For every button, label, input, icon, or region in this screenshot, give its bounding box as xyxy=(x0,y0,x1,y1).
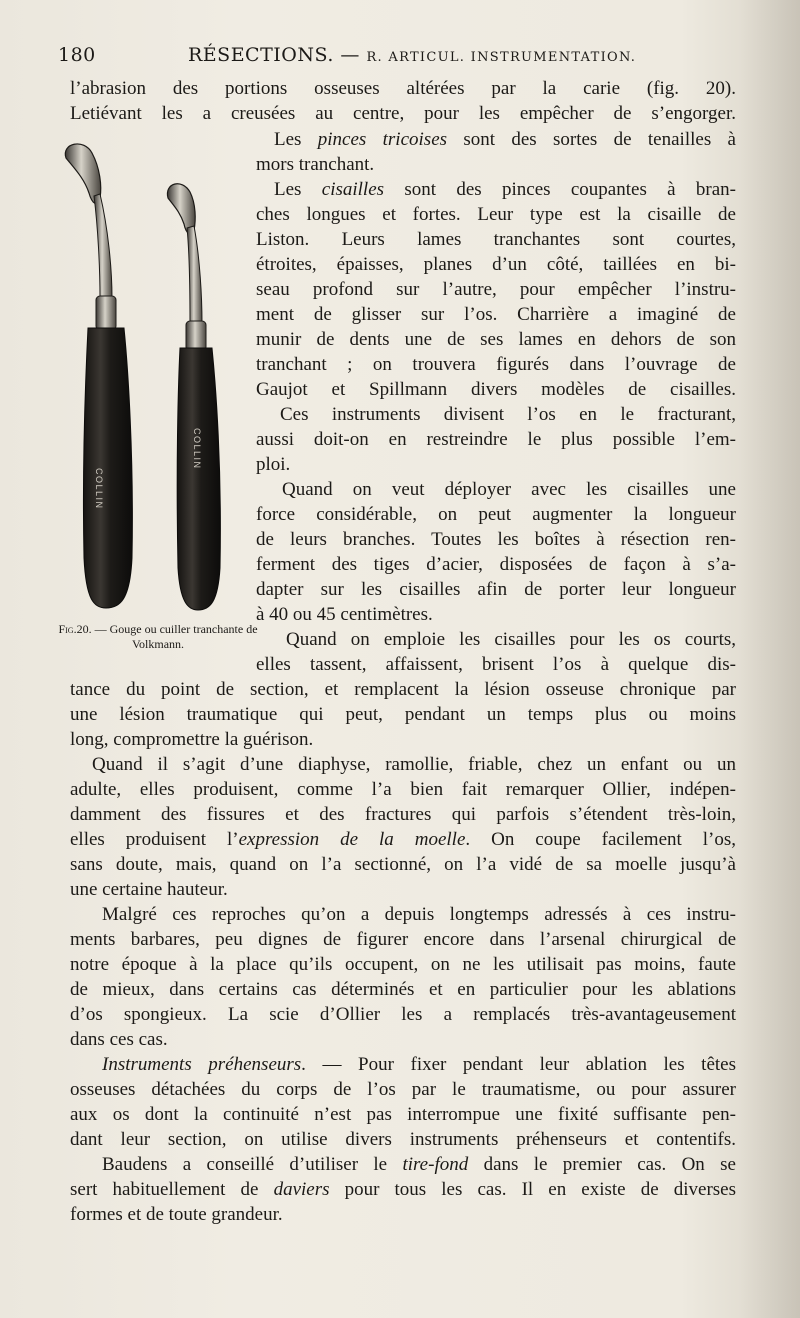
text-line: étroites, épaisses, planes d’un côté, taillées en bi- xyxy=(256,254,736,275)
text-line: aussi doit-on en restreindre le plus possible l’em- xyxy=(256,429,736,450)
text-line: formes et de toute grandeur. xyxy=(70,1204,283,1225)
text-line: seau profond sur l’autre, pour empêcher l’instru- xyxy=(256,279,736,300)
text-line: Ces instruments divisent l’os en le fracturant, xyxy=(280,404,736,425)
text-line: adulte, elles produisent, comme l’a bien fait remarquer Ollier, indépen- xyxy=(70,779,736,800)
text-line: Quand il s’agit d’une diaphyse, ramollie, friable, chez un enfant ou un xyxy=(92,754,736,775)
text-line: Quand on veut déployer avec les cisailles une xyxy=(282,479,736,500)
text-line: dans ces cas. xyxy=(70,1029,168,1050)
text-line: osseuses détachées du corps de l’os par le traumatisme, ou pour assurer xyxy=(70,1079,736,1100)
italic-term: pinces tricoises xyxy=(317,129,448,150)
figure-caption xyxy=(58,622,258,652)
text-line: de leurs branches. Toutes les boîtes à résection ren- xyxy=(256,529,736,550)
text-line: force considérable, on peut augmenter la longueur xyxy=(256,504,736,525)
text-line-with-italic: Baudens a conseillé d’utiliser le tire-fond dans le premier cas. On se xyxy=(102,1154,736,1175)
header-title-main: RÉSECTIONS. — xyxy=(188,44,360,66)
figure-volkmann-spoons xyxy=(56,138,256,618)
text-line: une certaine hauteur. xyxy=(70,879,228,900)
italic-heading: Instruments préhenseurs xyxy=(102,1054,302,1075)
text-line: damment des fissures et des fractures qui parfois s’étendent très-loin, xyxy=(70,804,736,825)
figure-caption-text: — Gouge ou cuiller tranchante de Volkmann. xyxy=(94,622,258,651)
italic-term: daviers xyxy=(273,1179,330,1200)
text-line: dant leur section, on utilise divers instruments préhenseurs et contentifs. xyxy=(70,1129,736,1150)
instrument-illustration xyxy=(56,138,256,618)
text-line: ments barbares, peu dignes de figurer encore dans l’arsenal chirurgical de xyxy=(70,929,736,950)
text-line: ferment des tiges d’acier, disposées de façon à s’a- xyxy=(256,554,736,575)
text-line: elles tassent, affaissent, brisent l’os à quelque dis- xyxy=(256,654,736,675)
text-line: à 40 ou 45 centimètres. xyxy=(256,604,433,625)
page-number: 180 xyxy=(58,44,96,66)
instrument-label-1: COLLIN xyxy=(94,468,104,510)
running-header xyxy=(58,40,738,70)
text-line: ment de glisser sur l’os. Charrière a imaginé de xyxy=(256,304,736,325)
text-line: l’abrasion des portions osseuses altérées par la carie (fig. 20). xyxy=(70,78,736,99)
spoon-instrument-2 xyxy=(167,184,220,610)
text-line: une lésion traumatique qui peut, pendant un temps plus ou moins xyxy=(70,704,736,725)
italic-term: cisailles xyxy=(321,179,385,200)
text-line-with-italic: sert habituellement de daviers pour tous les cas. Il en existe de diverses xyxy=(70,1179,736,1200)
text-line-with-italic: Instruments préhenseurs. — Pour fixer pendant leur ablation les têtes xyxy=(102,1054,736,1075)
text-line: tance du point de section, et remplacent la lésion osseuse chronique par xyxy=(70,679,736,700)
text-line: dapter sur les cisailles afin de porter leur longueur xyxy=(256,579,736,600)
spoon-instrument-1 xyxy=(65,144,132,608)
text-line: tranchant ; on trouvera figurés dans l’ouvrage de xyxy=(256,354,736,375)
text-line: ploi. xyxy=(256,454,291,475)
header-title xyxy=(188,44,636,66)
text-line: Quand on emploie les cisailles pour les os courts, xyxy=(286,629,736,650)
text-line-with-italic: elles produisent l’expression de la moelle. On coupe facilement l’os, xyxy=(70,829,737,850)
text-line: sans doute, mais, quand on l’a sectionné, on l’a vidé de sa moelle jusqu’à xyxy=(70,854,736,875)
figure-number: Fig.20. xyxy=(58,622,92,636)
text-line: Letiévant les a creusées au centre, pour les empêcher de s’engorger. xyxy=(70,103,736,124)
text-line: long, compromettre la guérison. xyxy=(70,729,314,750)
text-line: ches longues et fortes. Leur type est la cisaille de xyxy=(256,204,736,225)
text-line: de mieux, dans certains cas déterminés et en particulier pour les ablations xyxy=(70,979,736,1000)
text-line-with-italic: Les pinces tricoises sont des sortes de tenailles à xyxy=(274,129,736,150)
text-line-with-italic: Les cisailles sont des pinces coupantes à bran- xyxy=(274,179,736,200)
text-line: Gaujot et Spillmann divers modèles de cisailles. xyxy=(256,379,736,400)
text-line: munir de dents une de ses lames en dehors de son xyxy=(256,329,736,350)
text-line: Liston. Leurs lames tranchantes sont courtes, xyxy=(256,229,736,250)
text-line: notre époque à la place qu’ils occupent, on ne les utilisait pas moins, faute xyxy=(70,954,736,975)
text-line: Malgré ces reproches qu’on a depuis longtemps adressés à ces instru- xyxy=(102,904,736,925)
italic-term: tire-fond xyxy=(402,1154,469,1175)
header-subtitle: R. ARTICUL. INSTRUMENTATION. xyxy=(366,50,637,65)
italic-term: expression de la moelle xyxy=(238,829,466,850)
text-line: d’os spongieux. La scie d’Ollier les a remplacés très-avantageusement xyxy=(70,1004,736,1025)
instrument-label-2: COLLIN xyxy=(192,428,202,470)
page-edge-shadow xyxy=(740,0,800,1318)
text-line: aux os dont la continuité n’est pas interrompue une fixité suffisante pen- xyxy=(70,1104,736,1125)
text-line: mors tranchant. xyxy=(256,154,375,175)
